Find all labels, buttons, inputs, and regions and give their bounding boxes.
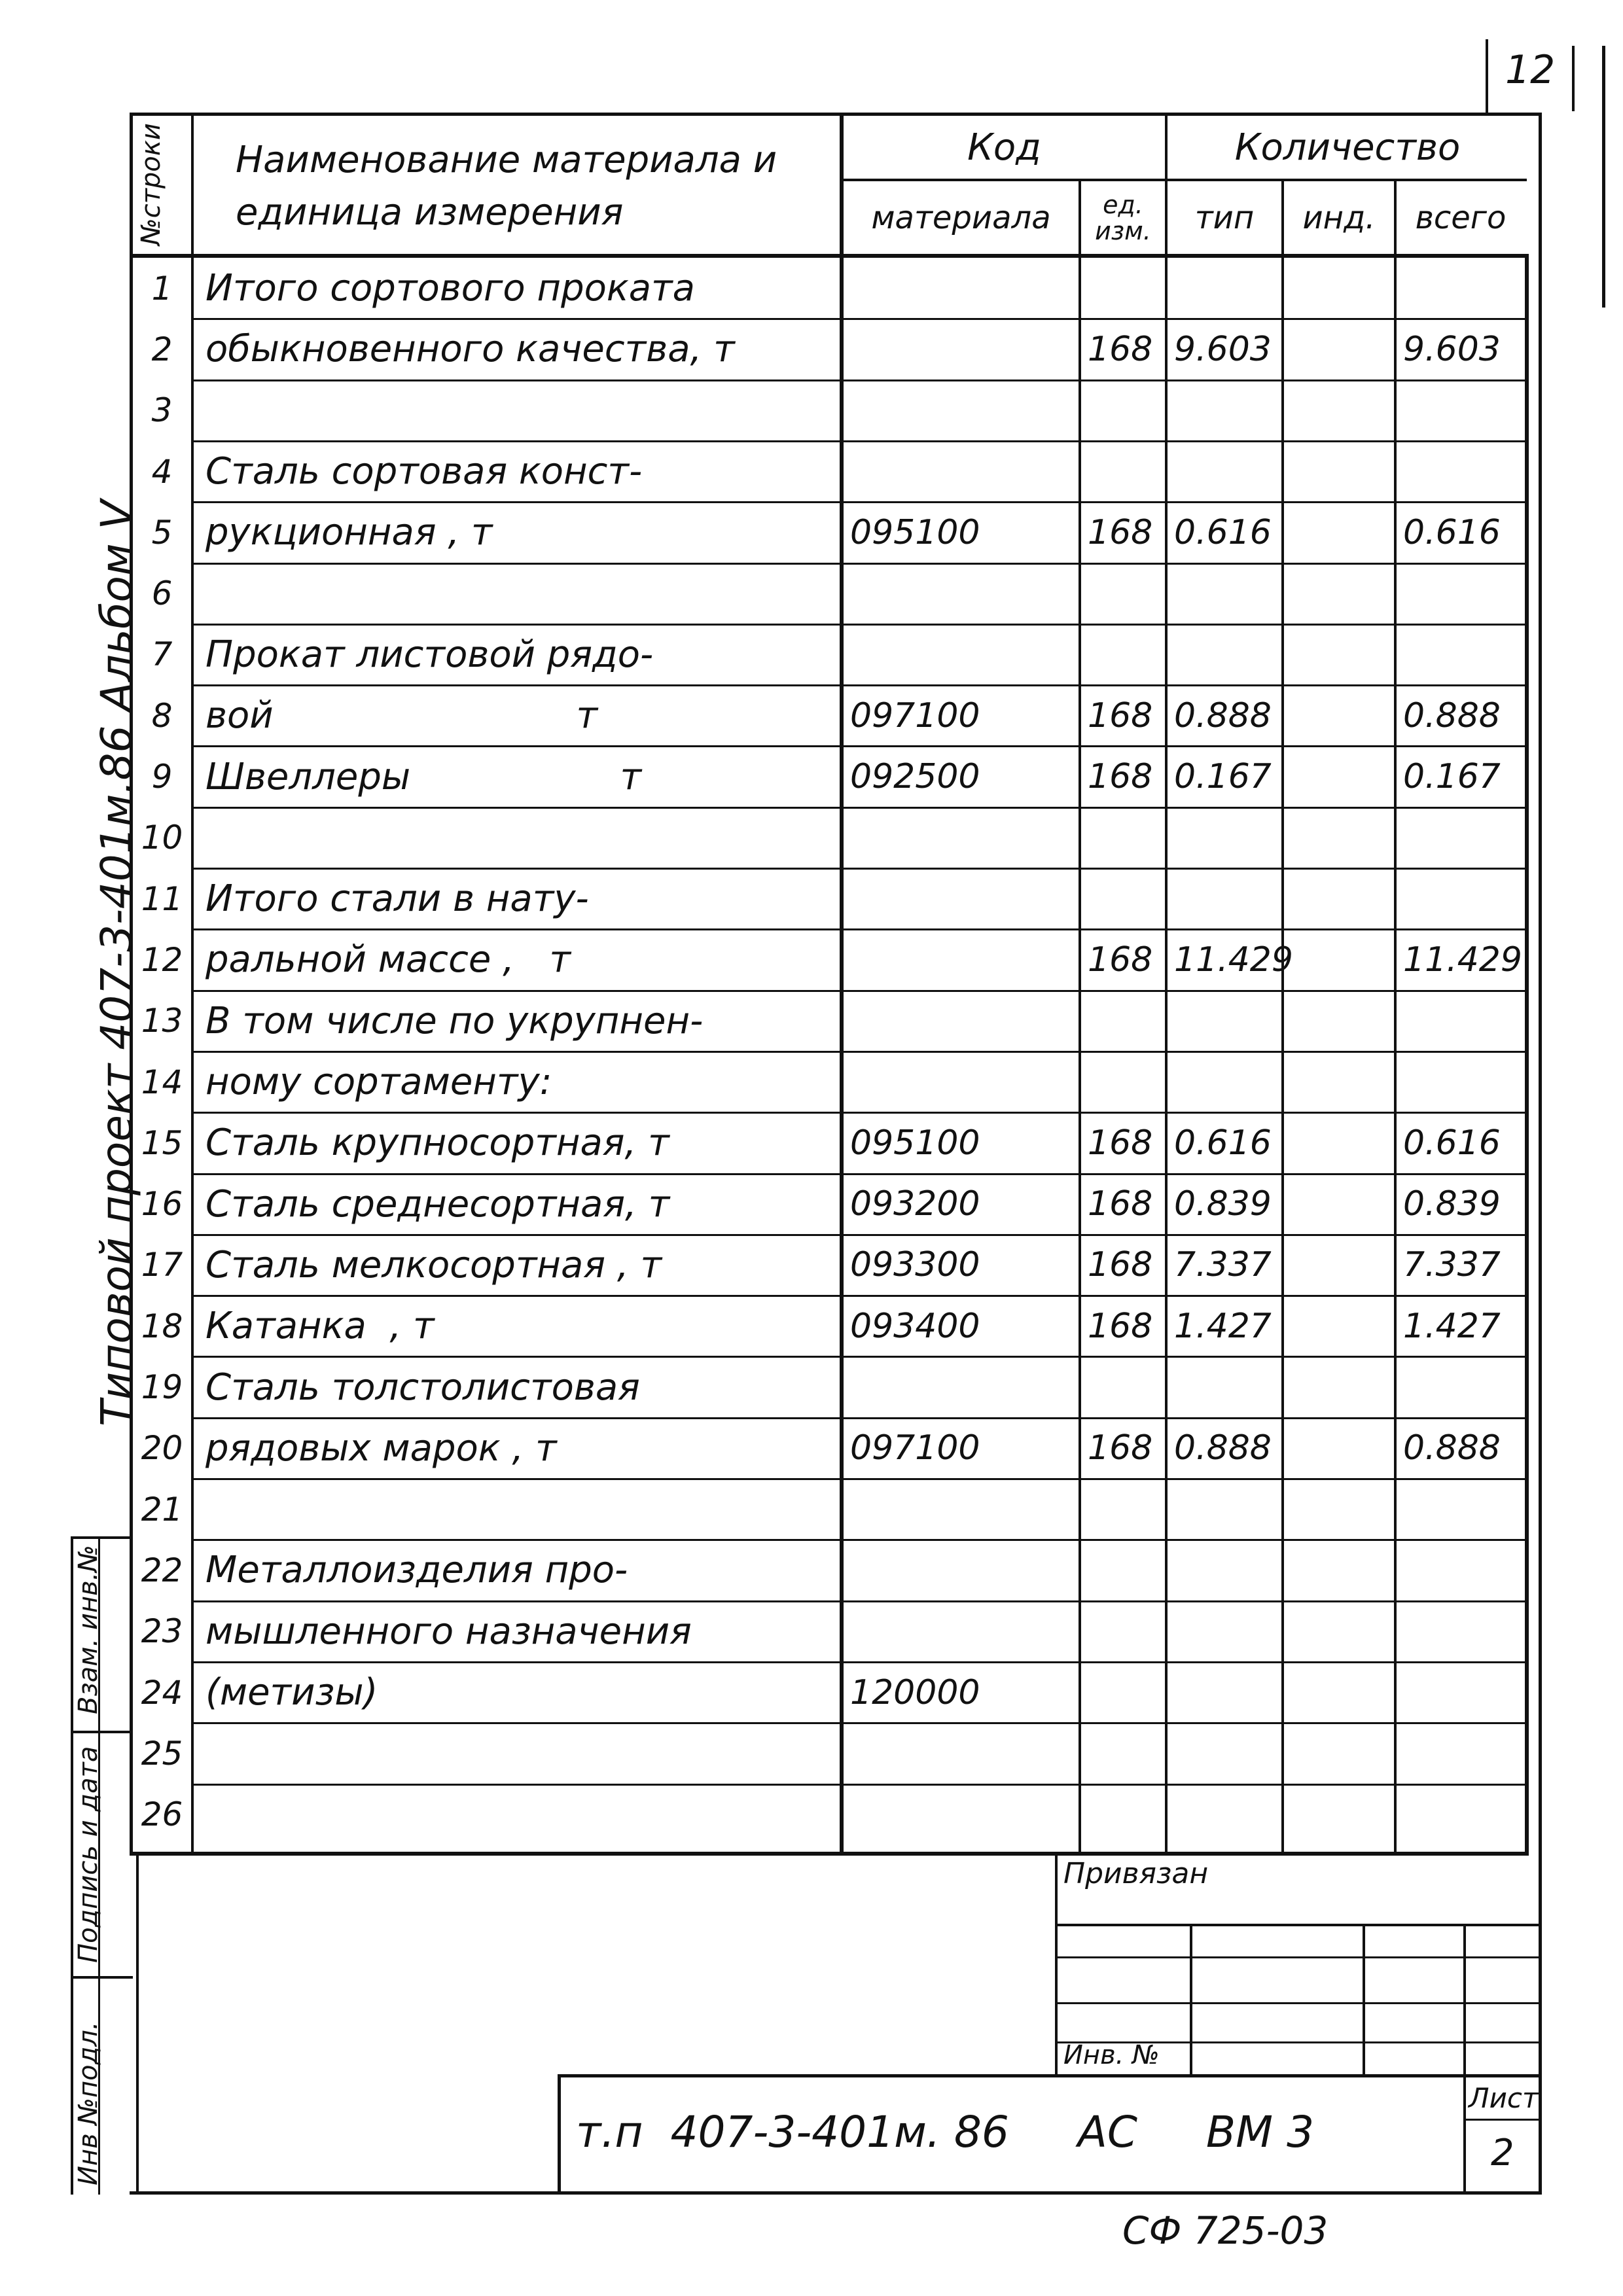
stamp-main-top — [558, 2074, 1541, 2077]
row-number: 8 — [151, 696, 173, 735]
row-qty-total: 9.603 — [1403, 329, 1501, 369]
row-qty-ind — [1284, 1784, 1400, 1845]
row-material-code: 095100 — [850, 1123, 980, 1163]
row-qty-total — [1397, 868, 1531, 929]
row-material-code — [844, 1356, 1085, 1417]
row-qty-type — [1168, 1479, 1288, 1540]
row-number: 9 — [151, 758, 173, 796]
row-material-code — [844, 1723, 1085, 1784]
row-number: 16 — [141, 1185, 183, 1224]
stamp-grid-h3 — [1055, 2002, 1541, 2004]
row-material-name: Швеллеры т — [205, 755, 642, 798]
row-material-code — [844, 1540, 1085, 1600]
row-material-code — [844, 319, 1085, 380]
table-bottom-line — [130, 1852, 1529, 1856]
row-number: 13 — [141, 1002, 183, 1040]
row-unit-code — [1081, 563, 1171, 624]
frame-right-line — [1539, 113, 1542, 2195]
right-edge-mark — [1602, 46, 1605, 308]
row-qty-total: 0.616 — [1403, 512, 1501, 552]
row-material-code — [844, 258, 1085, 319]
row-qty-total: 1.427 — [1403, 1306, 1501, 1346]
row-unit-code — [1081, 1479, 1171, 1540]
row-qty-ind — [1284, 1235, 1400, 1296]
header-name: Наименование материала и единица измерения — [236, 139, 777, 234]
row-material-code — [844, 991, 1085, 1051]
corner-box-left — [1486, 39, 1488, 113]
stamp-sheet-div — [1463, 2119, 1541, 2121]
row-qty-ind — [1284, 1112, 1400, 1173]
header-code: Код — [967, 126, 1041, 169]
row-material-name — [194, 563, 851, 624]
row-material-name — [194, 807, 851, 868]
row-material-code: 097100 — [850, 696, 980, 735]
frame-bottom-line — [130, 2191, 1542, 2195]
row-unit-code — [1081, 1723, 1171, 1784]
row-material-name: Сталь мелкосортная , т — [205, 1243, 662, 1286]
row-qty-ind — [1284, 1662, 1400, 1723]
row-material-name — [194, 380, 851, 441]
row-qty-ind — [1284, 746, 1400, 807]
row-number: 26 — [141, 1795, 183, 1834]
stamp-grid-v3 — [1463, 1924, 1466, 2075]
row-qty-ind — [1284, 1051, 1400, 1112]
row-material-name — [194, 1723, 851, 1784]
row-unit-code: 168 — [1088, 329, 1153, 369]
row-material-code: 120000 — [850, 1672, 980, 1712]
row-material-code — [844, 624, 1085, 685]
row-unit-code: 168 — [1088, 1306, 1153, 1346]
row-unit-code — [1081, 624, 1171, 685]
row-qty-total — [1397, 1601, 1531, 1662]
stamp-sheet-number: 2 — [1491, 2132, 1514, 2174]
row-material-name: рядовых марок , т — [205, 1426, 557, 1470]
margin-podpis: Подпись и дата — [73, 1746, 103, 1963]
sheet-corner-number: 12 — [1505, 47, 1556, 93]
row-number: 23 — [141, 1612, 183, 1651]
stamp-grid-v2 — [1363, 1924, 1365, 2075]
margin-inv-podl: Инв №подл. — [73, 2021, 103, 2185]
row-number: 15 — [141, 1123, 183, 1162]
row-qty-type — [1168, 624, 1288, 685]
row-qty-type — [1168, 441, 1288, 502]
row-unit-code: 168 — [1088, 1184, 1153, 1224]
header-row-no: №строки — [136, 123, 166, 245]
row-unit-code — [1081, 1601, 1171, 1662]
row-unit-code — [1081, 258, 1171, 319]
row-qty-total — [1397, 991, 1531, 1051]
margin-box-div2 — [71, 1976, 133, 1979]
row-qty-total — [1397, 807, 1531, 868]
row-material-name: Металлоизделия про- — [205, 1549, 628, 1592]
row-qty-ind — [1284, 1356, 1400, 1417]
row-qty-total — [1397, 1662, 1531, 1723]
stamp-grid-h2 — [1055, 1956, 1541, 1958]
row-material-code — [844, 380, 1085, 441]
row-qty-total — [1397, 563, 1531, 624]
row-unit-code — [1081, 1540, 1171, 1600]
row-qty-total — [1397, 258, 1531, 319]
row-qty-type — [1168, 807, 1288, 868]
stamp-grid-v1 — [1190, 1924, 1192, 2075]
row-qty-type: 0.616 — [1174, 1123, 1272, 1163]
row-material-code — [844, 1601, 1085, 1662]
row-unit-code — [1081, 441, 1171, 502]
row-qty-type: 0.839 — [1174, 1184, 1272, 1224]
row-material-name: Прокат листовой рядо- — [205, 633, 654, 676]
row-material-name: ному сортаменту: — [205, 1061, 552, 1104]
row-qty-type: 0.616 — [1174, 512, 1272, 552]
row-unit-code — [1081, 1662, 1171, 1723]
row-qty-ind — [1284, 319, 1400, 380]
row-qty-type — [1168, 563, 1288, 624]
row-unit-code: 168 — [1088, 1245, 1153, 1285]
header-quantity: Количество — [1234, 126, 1461, 169]
row-qty-total — [1397, 624, 1531, 685]
stamp-grid-h1 — [1055, 1924, 1541, 1926]
row-qty-ind — [1284, 685, 1400, 746]
row-material-name: ральной массе , т — [205, 938, 571, 981]
row-qty-type — [1168, 1051, 1288, 1112]
row-qty-total: 7.337 — [1403, 1245, 1501, 1285]
row-qty-ind — [1284, 1540, 1400, 1600]
stamp-privyazan: Привязан — [1063, 1857, 1209, 1890]
row-unit-code: 168 — [1088, 512, 1153, 552]
header-code-material: материала — [871, 199, 1051, 236]
stamp-designation: т.п 407-3-401м. 86 АС ВМ 3 — [576, 2107, 1315, 2157]
row-material-name: Сталь крупносортная, т — [205, 1122, 669, 1165]
frame-top-line — [130, 113, 1542, 116]
row-qty-total — [1397, 1356, 1531, 1417]
row-material-code — [844, 929, 1085, 990]
row-qty-total: 11.429 — [1403, 940, 1522, 980]
row-number: 10 — [141, 819, 183, 857]
row-qty-total: 0.616 — [1403, 1123, 1501, 1163]
header-qty-total: всего — [1415, 199, 1507, 236]
row-material-name: В том числе по укрупнен- — [205, 999, 704, 1042]
row-qty-type: 0.167 — [1174, 757, 1272, 797]
row-number: 11 — [141, 879, 183, 918]
row-qty-type: 9.603 — [1174, 329, 1272, 369]
stamp-sheet-left — [1463, 2074, 1466, 2195]
row-unit-code — [1081, 868, 1171, 929]
row-unit-code — [1081, 1051, 1171, 1112]
row-qty-total — [1397, 441, 1531, 502]
row-material-name: вой т — [205, 694, 598, 737]
row-qty-total — [1397, 1051, 1531, 1112]
row-material-code — [844, 807, 1085, 868]
row-qty-ind — [1284, 441, 1400, 502]
row-material-code: 097100 — [850, 1428, 980, 1468]
row-material-name — [194, 1784, 851, 1845]
row-unit-code: 168 — [1088, 757, 1153, 797]
row-number: 5 — [151, 513, 173, 552]
row-number: 25 — [141, 1734, 183, 1773]
margin-vzam: Взам. инв.№ — [73, 1545, 103, 1714]
margin-box-div1 — [71, 1731, 133, 1733]
row-qty-ind — [1284, 1479, 1400, 1540]
row-qty-ind — [1284, 502, 1400, 563]
row-qty-total — [1397, 1479, 1531, 1540]
row-unit-code — [1081, 1784, 1171, 1845]
row-qty-type: 11.429 — [1174, 940, 1293, 980]
row-qty-ind — [1284, 563, 1400, 624]
row-number: 1 — [151, 269, 173, 308]
row-number: 24 — [141, 1673, 183, 1712]
row-qty-type — [1168, 1723, 1288, 1784]
row-material-code — [844, 441, 1085, 502]
row-qty-ind — [1284, 868, 1400, 929]
row-qty-type — [1168, 868, 1288, 929]
row-unit-code — [1081, 1356, 1171, 1417]
row-unit-code: 168 — [1088, 1123, 1153, 1163]
row-number: 17 — [141, 1246, 183, 1284]
row-qty-ind — [1284, 1174, 1400, 1235]
stamp-main-left — [558, 2074, 561, 2195]
row-material-name: Сталь среднесортная, т — [205, 1182, 670, 1226]
row-number: 2 — [151, 330, 173, 368]
row-material-code: 093400 — [850, 1306, 980, 1346]
row-material-name: Сталь сортовая конст- — [205, 450, 643, 493]
row-qty-total — [1397, 1540, 1531, 1600]
row-qty-type: 7.337 — [1174, 1245, 1272, 1285]
row-unit-code: 168 — [1088, 1428, 1153, 1468]
row-number: 14 — [141, 1063, 183, 1101]
row-number: 12 — [141, 940, 183, 979]
row-unit-code: 168 — [1088, 696, 1153, 735]
row-number: 4 — [151, 452, 173, 491]
row-qty-type: 0.888 — [1174, 1428, 1272, 1468]
header-qty-ind: инд. — [1302, 199, 1376, 236]
row-qty-ind — [1284, 1418, 1400, 1479]
header-qty-type: тип — [1194, 199, 1255, 236]
row-qty-ind — [1284, 1601, 1400, 1662]
row-material-code — [844, 1051, 1085, 1112]
stamp-sheet-label: Лист — [1469, 2082, 1539, 2114]
header-code-unit: ед. изм. — [1095, 190, 1151, 245]
row-number: 19 — [141, 1368, 183, 1407]
row-qty-total — [1397, 1723, 1531, 1784]
row-unit-code — [1081, 380, 1171, 441]
row-material-name: Итого стали в нату- — [205, 877, 589, 921]
row-qty-type — [1168, 1784, 1288, 1845]
row-qty-ind — [1284, 929, 1400, 990]
format-mark: СФ 725-03 — [1122, 2208, 1329, 2253]
row-material-name: Катанка , т — [205, 1305, 435, 1348]
row-material-name: рукционная , т — [205, 511, 493, 554]
row-number: 7 — [151, 635, 173, 674]
row-qty-ind — [1284, 991, 1400, 1051]
row-material-code — [844, 868, 1085, 929]
row-qty-ind — [1284, 380, 1400, 441]
row-number: 20 — [141, 1429, 183, 1468]
row-qty-type — [1168, 1601, 1288, 1662]
row-qty-type: 0.888 — [1174, 696, 1272, 735]
row-qty-ind — [1284, 258, 1400, 319]
stamp-inv-no: Инв. № — [1063, 2040, 1160, 2070]
row-qty-type — [1168, 1356, 1288, 1417]
row-unit-code — [1081, 807, 1171, 868]
row-material-code: 093200 — [850, 1184, 980, 1224]
row-qty-total — [1397, 380, 1531, 441]
row-qty-ind — [1284, 624, 1400, 685]
row-material-name: Сталь толстолистовая — [205, 1366, 640, 1409]
row-material-code: 092500 — [850, 757, 980, 797]
row-material-code — [844, 1784, 1085, 1845]
row-material-code: 095100 — [850, 512, 980, 552]
row-qty-ind — [1284, 1296, 1400, 1356]
row-qty-total: 0.167 — [1403, 757, 1501, 797]
row-number: 22 — [141, 1551, 183, 1589]
row-unit-code: 168 — [1088, 940, 1153, 980]
row-material-name: мышленного назначения — [205, 1610, 692, 1653]
row-material-name: Итого сортового проката — [205, 267, 695, 310]
row-qty-type — [1168, 1540, 1288, 1600]
stamp-area-left-line — [136, 1853, 139, 2193]
row-material-name — [194, 1479, 851, 1540]
row-qty-type: 1.427 — [1174, 1306, 1272, 1346]
row-qty-type — [1168, 1662, 1288, 1723]
corner-box-right — [1572, 46, 1575, 111]
margin-box-top — [71, 1536, 133, 1539]
row-qty-total: 0.888 — [1403, 696, 1501, 735]
row-qty-total: 0.888 — [1403, 1428, 1501, 1468]
row-number: 3 — [151, 391, 173, 430]
row-material-code: 093300 — [850, 1245, 980, 1285]
row-qty-type — [1168, 991, 1288, 1051]
side-title: Типовой проект 407-3-401м.86 Альбом V — [92, 500, 142, 1426]
row-qty-ind — [1284, 807, 1400, 868]
row-qty-total: 0.839 — [1403, 1184, 1501, 1224]
row-qty-total — [1397, 1784, 1531, 1845]
row-qty-type — [1168, 258, 1288, 319]
row-number: 18 — [141, 1307, 183, 1345]
row-material-name: (метизы) — [205, 1671, 378, 1714]
row-material-name: обыкновенного качества, т — [205, 328, 735, 371]
row-number: 21 — [141, 1490, 183, 1528]
row-material-code — [844, 1479, 1085, 1540]
row-qty-ind — [1284, 1723, 1400, 1784]
row-qty-type — [1168, 380, 1288, 441]
row-number: 6 — [151, 574, 173, 613]
row-unit-code — [1081, 991, 1171, 1051]
row-material-code — [844, 563, 1085, 624]
